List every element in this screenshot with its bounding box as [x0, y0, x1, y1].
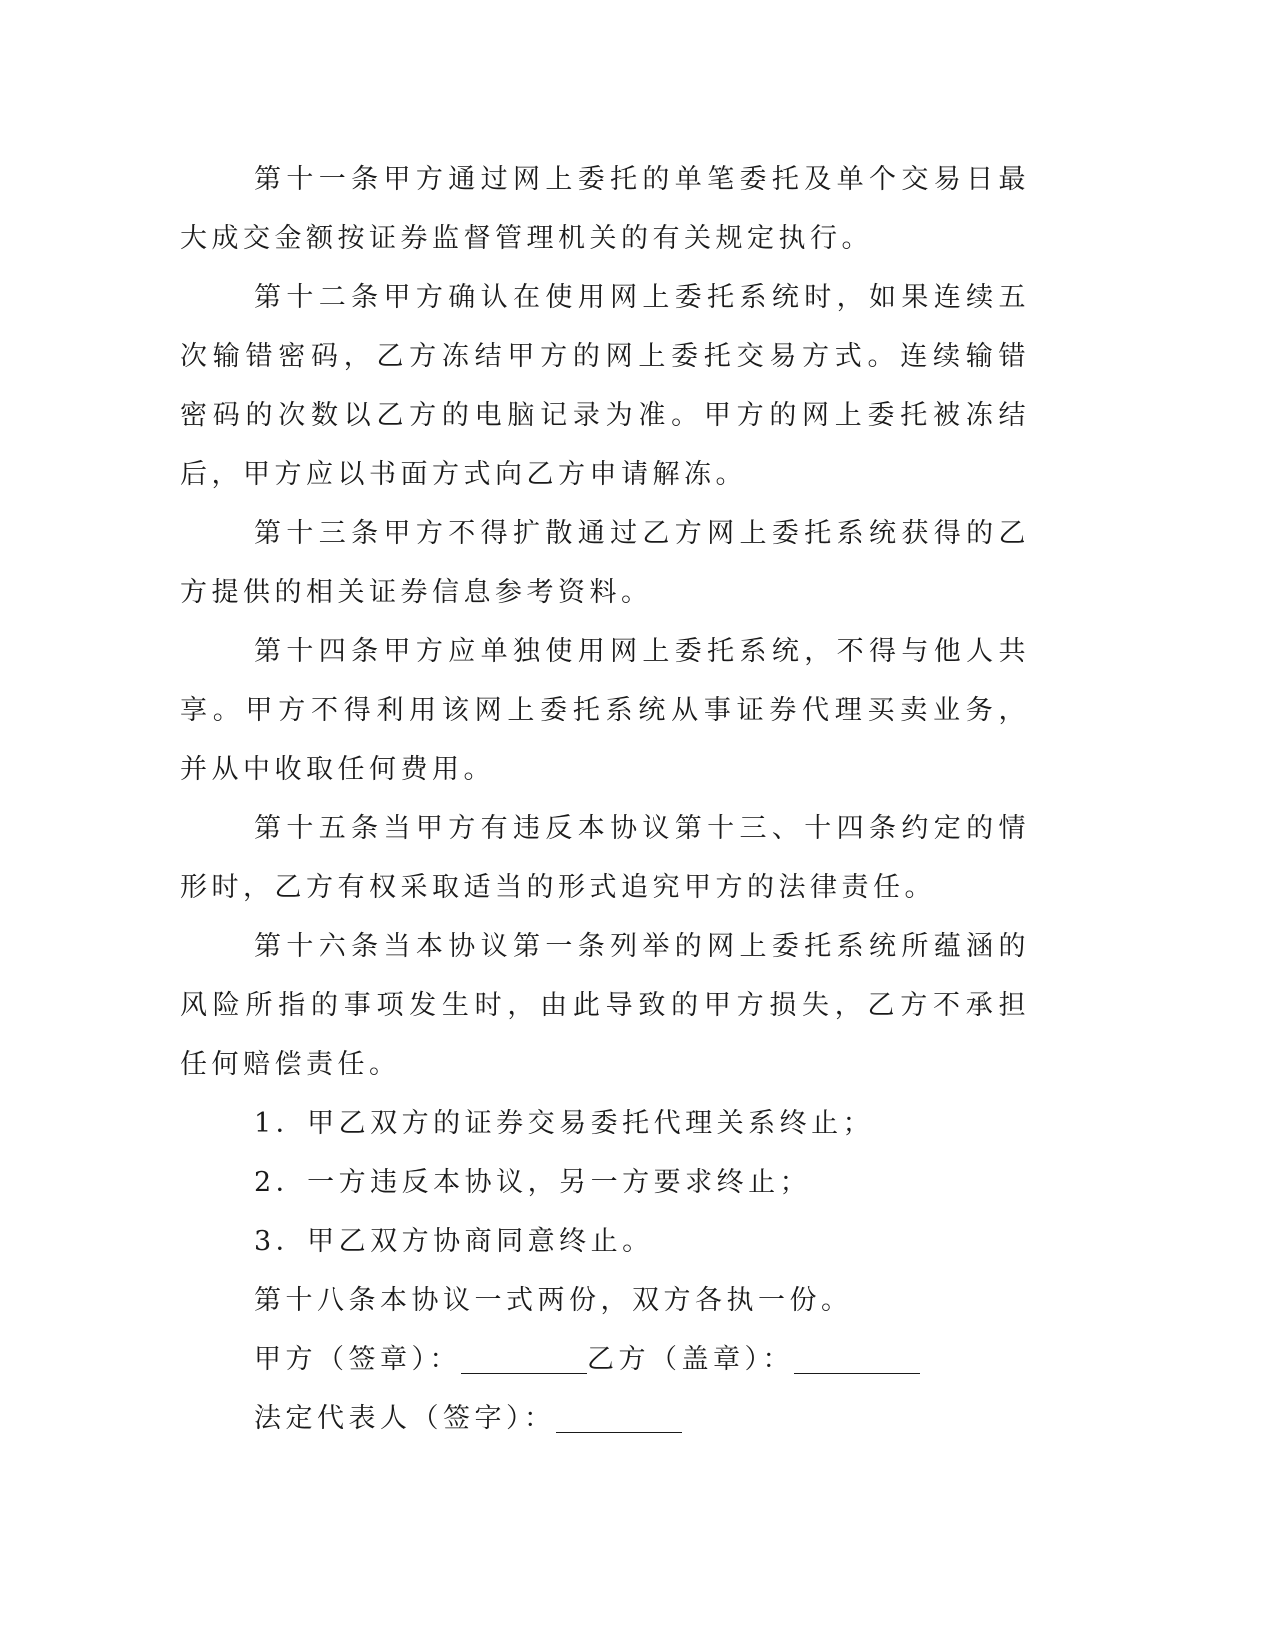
article-12: 第十二条甲方确认在使用网上委托系统时，如果连续五次输错密码，乙方冻结甲方的网上委托交易方式。连续输错密码的次数以乙方的电脑记录为准。甲方的网上委托被冻结后，甲方应以书面方式向乙方申请解冻。 [180, 282, 1030, 490]
signature-line-legal-rep [180, 1389, 1030, 1448]
party-a-signature-blank [461, 1343, 587, 1374]
article-18: 第十八条本协议一式两份，双方各执一份。 [254, 1285, 853, 1316]
legal-rep-signature-label: 法定代表人（签字）： [254, 1403, 556, 1434]
article-13: 第十三条甲方不得扩散通过乙方网上委托系统获得的乙方提供的相关证券信息参考资料。 [180, 518, 1030, 608]
list-item-1: 1．甲乙双方的证券交易委托代理关系终止； [254, 1108, 875, 1139]
party-a-signature-label: 甲方（签章）： [254, 1344, 461, 1375]
article-14: 第十四条甲方应单独使用网上委托系统，不得与他人共享。甲方不得利用该网上委托系统从事证券代理买卖业务，并从中收取任何费用。 [180, 636, 1030, 785]
list-item-2: 2．一方违反本协议，另一方要求终止； [254, 1167, 812, 1198]
article-15: 第十五条当甲方有违反本协议第十三、十四条约定的情形时，乙方有权采取适当的形式追究甲方的法律责任。 [180, 813, 1030, 903]
legal-rep-signature-blank [556, 1402, 682, 1433]
article-16: 第十六条当本协议第一条列举的网上委托系统所蕴涵的风险所指的事项发生时，由此导致的甲方损失，乙方不承担任何赔偿责任。 [180, 931, 1030, 1080]
document-page [180, 150, 1030, 1448]
party-b-seal-blank [794, 1343, 920, 1374]
article-11: 第十一条甲方通过网上委托的单笔委托及单个交易日最大成交金额按证券监督管理机关的有关规定执行。 [180, 164, 1030, 254]
list-item-3: 3．甲乙双方协商同意终止。 [254, 1226, 654, 1257]
party-b-seal-label: 乙方（盖章）： [587, 1344, 794, 1375]
signature-line-parties [180, 1330, 1030, 1389]
